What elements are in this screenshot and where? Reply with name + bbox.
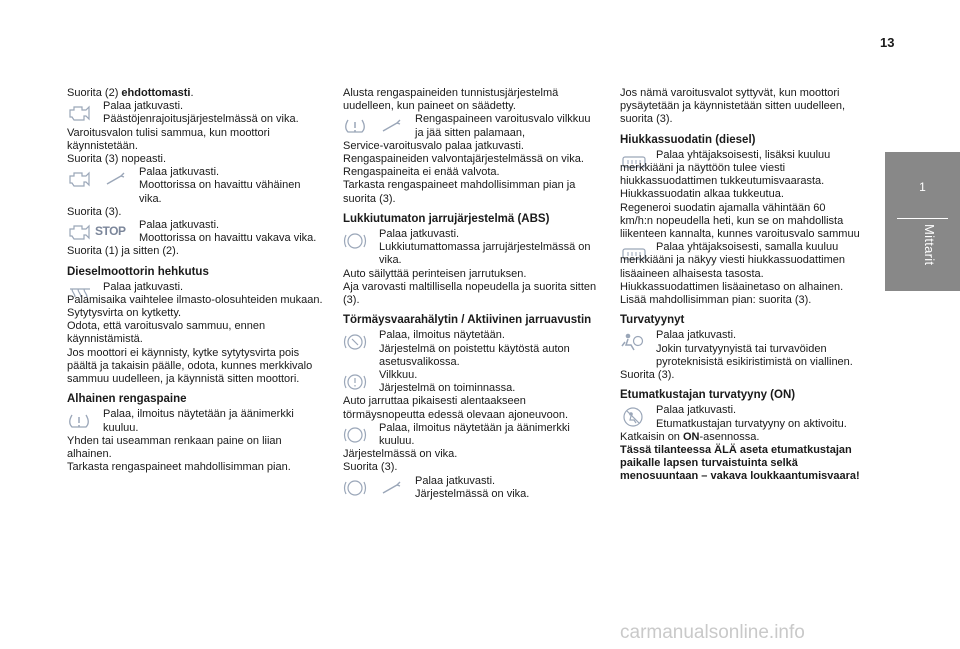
warning-row bbox=[620, 329, 860, 369]
tyre-wrench-icon bbox=[343, 113, 415, 139]
warning-text: Palaa jatkuvasti. Lukkiutumattomassa jarrujärjestelmässä on vika. bbox=[379, 228, 591, 267]
warning-text: Rengaspaineen varoitusvalo vilkkuu ja jää sitten palamaan, bbox=[415, 113, 591, 139]
paragraph: Suorita (3). bbox=[343, 461, 398, 474]
paragraph: Alusta rengaspaineiden tunnistusjärjestelmä uudelleen, kun paineet on säädetty. bbox=[343, 87, 559, 113]
section-heading: Alhainen rengaspaine bbox=[67, 393, 187, 406]
warning-row bbox=[67, 219, 324, 245]
collision-wrench-icon bbox=[343, 475, 415, 501]
paragraph: Varoitusvalon tulisi sammua, kun moottori käynnistetään. bbox=[67, 126, 270, 152]
paragraph: Sytytysvirta on kytketty. bbox=[67, 307, 182, 320]
warning-text: Palaa, ilmoitus näytetään ja äänimerkki kuuluu. bbox=[379, 421, 570, 448]
collision-fault-icon bbox=[343, 422, 379, 448]
warning-text: Palaa jatkuvasti. Jokin turvatyynyistä tai turvavöiden pyroteknisistä esikiristimistä on viallinen. bbox=[656, 329, 853, 368]
paragraph: Tarkasta rengaspaineet mahdollisimman pian. bbox=[67, 461, 291, 474]
warning-text: Palaa, ilmoitus näytetään. Järjestelmä on poistettu käytöstä auton asetusvalikossa. bbox=[379, 329, 570, 368]
paragraph: Auto säilyttää perinteisen jarrutuksen. bbox=[343, 267, 527, 280]
section-heading: Törmäysvaarahälytin / Aktiivinen jarruavustin bbox=[343, 314, 592, 327]
warning-row bbox=[67, 100, 324, 126]
paragraph: Hiukkassuodattimen lisäainetaso on alhainen. bbox=[620, 280, 844, 293]
paragraph: Regeneroi suodatin ajamalla vähintään 60 km/h:n nopeudella heti, kun se on mahdollista liikenteen kannalta, kunnes varoitusvalo sammuu bbox=[620, 201, 860, 241]
warning-paragraph: Tässä tilanteessa ÄLÄ aseta etumatkustajan paikalle lapsen turvaistuinta selkä menosuuntaan – vakava loukkaantumisvaara! bbox=[620, 444, 860, 483]
stop-icon bbox=[67, 219, 139, 245]
paragraph: Jos nämä varoitusvalot syttyvät, kun moottori pysäytetään ja käynnistetään sitten uudelleen, suorita (3). bbox=[620, 87, 846, 126]
warning-row bbox=[343, 475, 600, 501]
paragraph: Rengaspaineiden valvontajärjestelmässä on vika. bbox=[343, 153, 584, 166]
column-1 bbox=[67, 87, 324, 474]
chapter-number: 1 bbox=[919, 180, 926, 194]
collision-alert-icon bbox=[343, 369, 379, 395]
warning-text: Palaa jatkuvasti. Moottorissa on havaittu vähäinen vika. bbox=[139, 166, 301, 205]
paragraph: Aja varovasti maltillisella nopeudella ja suorita sitten (3). bbox=[343, 280, 597, 307]
paragraph: Suorita (3). bbox=[67, 205, 122, 218]
warning-row bbox=[343, 329, 600, 369]
paragraph: Service-varoitusvalo palaa jatkuvasti. bbox=[343, 139, 524, 152]
paragraph: Suorita (1) ja sitten (2). bbox=[67, 245, 179, 258]
collision-alert-off-icon bbox=[343, 329, 379, 355]
paragraph: Tarkasta rengaspaineet mahdollisimman pian ja suorita (3). bbox=[343, 179, 576, 205]
warning-row bbox=[343, 422, 600, 448]
warning-row bbox=[67, 408, 324, 434]
paragraph: Järjestelmässä on vika. bbox=[343, 448, 458, 461]
paragraph: Odota, että varoitusvalo sammuu, ennen käynnistämistä. bbox=[67, 320, 266, 346]
paragraph: Rengaspaineita ei enää valvota. bbox=[343, 166, 500, 179]
warning-row bbox=[620, 404, 860, 430]
section-heading: Etumatkustajan turvatyyny (ON) bbox=[620, 389, 796, 402]
section-heading: Lukkiutumaton jarrujärjestelmä (ABS) bbox=[343, 212, 550, 225]
paragraph: Palaa yhtäjaksoisesti, lisäksi kuuluu merkkiääni ja näyttöön tulee viesti hiukkassuodattimen tukkeutumisvaarasta. bbox=[620, 148, 831, 188]
warning-row bbox=[67, 166, 324, 206]
stop-label: STOP bbox=[95, 224, 126, 239]
warning-text: Palaa jatkuvasti. Moottorissa on havaittu vakava vika. bbox=[139, 219, 317, 245]
warning-row bbox=[343, 369, 600, 395]
page-number: 13 bbox=[880, 35, 895, 50]
paragraph: Yhden tai useamman renkaan paine on liian alhainen. bbox=[67, 434, 282, 461]
warning-text: Palaa jatkuvasti. bbox=[103, 280, 184, 293]
passenger-airbag-on-icon bbox=[620, 404, 656, 430]
paragraph: Lisää mahdollisimman pian: suorita (3). bbox=[620, 294, 812, 307]
airbag-icon bbox=[620, 329, 656, 355]
tyre-pressure-icon bbox=[67, 408, 103, 434]
warning-row bbox=[343, 113, 600, 139]
warning-text: Palaa jatkuvasti. Järjestelmässä on vika. bbox=[415, 474, 530, 500]
paragraph: Palamisaika vaihtelee ilmasto-olosuhteiden mukaan. bbox=[67, 293, 323, 306]
warning-text: Palaa jatkuvasti. Etumatkustajan turvatyyny on aktivoitu. bbox=[656, 404, 847, 430]
paragraph: Suorita (3). bbox=[620, 369, 675, 382]
paragraph: Jos moottori ei käynnisty, kytke sytytysvirta pois päältä ja takaisin päälle, odota, kunnes merkkivalo sammuu uudelleen, ja käynnistä sitten moottori. bbox=[67, 346, 313, 386]
column-3 bbox=[620, 87, 860, 484]
section-heading: Turvatyynyt bbox=[620, 314, 685, 327]
paragraph: Suorita (3) nopeasti. bbox=[67, 153, 167, 166]
warning-text: Palaa, ilmoitus näytetään ja äänimerkki kuuluu. bbox=[103, 408, 294, 434]
warning-text: Vilkkuu. Järjestelmä on toiminnassa. bbox=[379, 369, 516, 395]
paragraph: Auto jarruttaa pikaisesti alentaakseen törmäysnopeutta edessä olevaan ajoneuvoon. bbox=[343, 395, 569, 421]
engine-icon bbox=[67, 100, 103, 126]
chapter-label: Mittarit bbox=[922, 224, 937, 266]
chapter-tab bbox=[885, 152, 960, 291]
paragraph: Hiukkassuodatin alkaa tukkeutua. bbox=[620, 188, 784, 201]
paragraph: Katkaisin on ON-asennossa. bbox=[620, 430, 760, 443]
column-2 bbox=[343, 87, 600, 501]
watermark: carmanualsonline.info bbox=[620, 622, 805, 643]
engine-wrench-icon bbox=[67, 166, 139, 192]
section-heading: Hiukkassuodatin (diesel) bbox=[620, 133, 756, 146]
abs-icon bbox=[343, 228, 379, 254]
warning-row bbox=[343, 228, 600, 268]
warning-text: Palaa jatkuvasti. Päästöjenrajoitusjärjestelmässä on vika. bbox=[103, 100, 299, 126]
paragraph: Suorita (2) ehdottomasti. bbox=[67, 87, 194, 99]
section-heading: Dieselmoottorin hehkutus bbox=[67, 265, 209, 278]
paragraph: Palaa yhtäjaksoisesti, samalla kuuluu merkkiääni ja näkyy viesti hiukkassuodattimen lisäaineen alhaisesta tasosta. bbox=[620, 241, 845, 280]
tab-divider bbox=[897, 218, 948, 219]
